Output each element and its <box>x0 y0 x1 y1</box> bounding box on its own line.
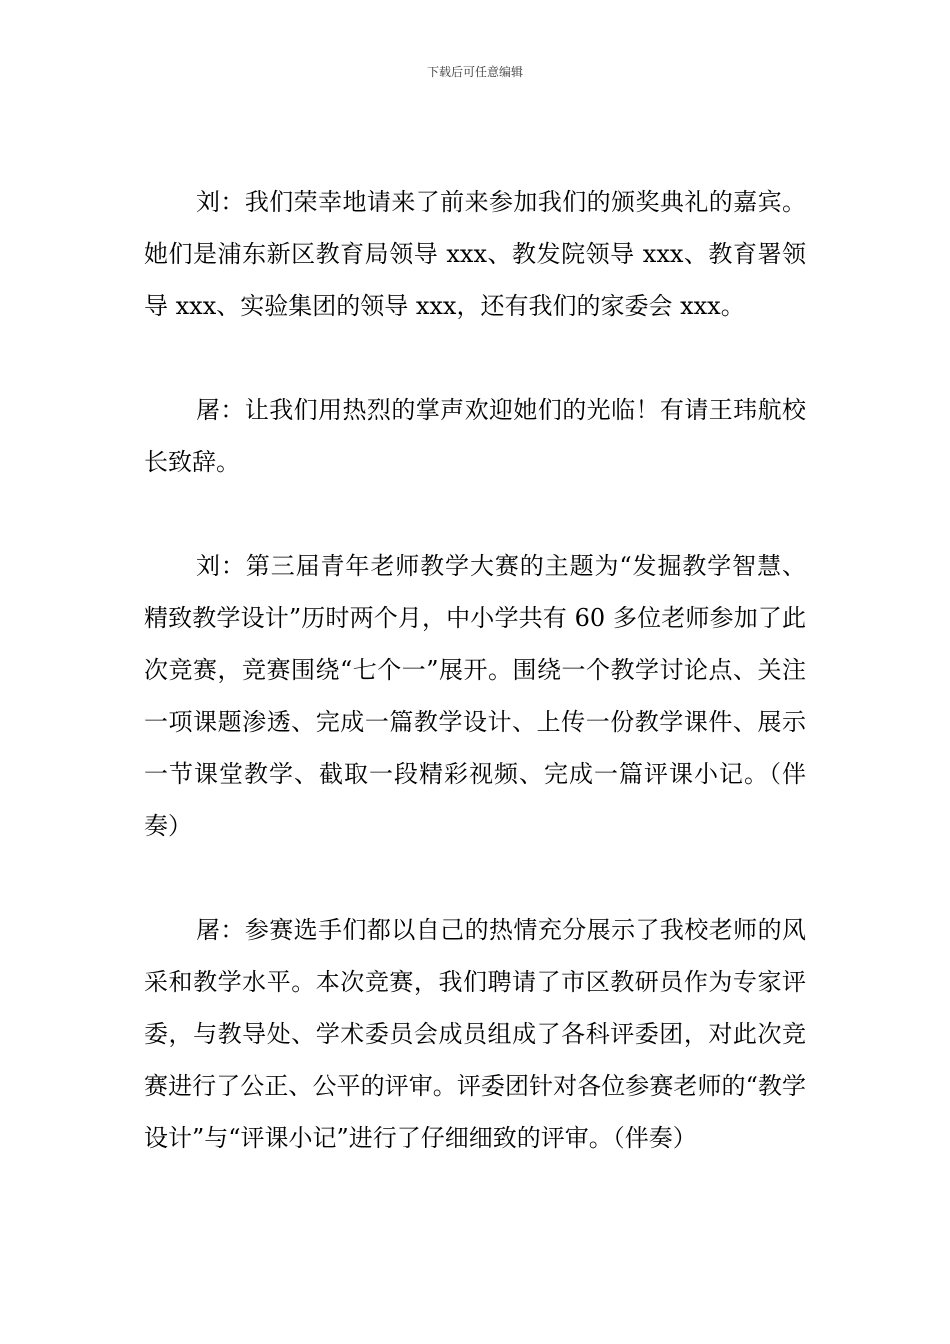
paragraph-welcome-principal: 屠：让我们用热烈的掌声欢迎她们的光临！有请王玮航校长致辞。 <box>144 396 806 476</box>
paragraph-competition-theme: 刘：第三届青年老师教学大赛的主题为“发掘教学智慧、精致教学设计”历时两个月，中小学共有 60 多位老师参加了此次竞赛，竞赛围绕“七个一”展开。围绕一个教学讨论点、关注一项课题渗透、完成一篇教学设计、上传一份教学课件、展示一节课堂教学、截取一段精彩视频、完成一篇评课小记。（伴奏） <box>144 552 806 840</box>
page-header: 下载后可任意编辑 <box>426 65 523 79</box>
document-body <box>144 176 806 1164</box>
paragraph-judging: 屠：参赛选手们都以自己的热情充分展示了我校老师的风采和教学水平。本次竞赛，我们聘请了市区教研员作为专家评委，与教导处、学术委员会成员组成了各科评委团，对此次竞赛进行了公正、公平的评审。评委团针对各位参赛老师的“教学设计”与“评课小记”进行了仔细细致的评审。（伴奏） <box>144 916 806 1152</box>
paragraph-guest-introduction: 刘：我们荣幸地请来了前来参加我们的颁奖典礼的嘉宾。她们是浦东新区教育局领导 xxx、教发院领导 xxx、教育署领导 xxx、实验集团的领导 xxx，还有我们的家委会 xxx。 <box>144 188 806 320</box>
